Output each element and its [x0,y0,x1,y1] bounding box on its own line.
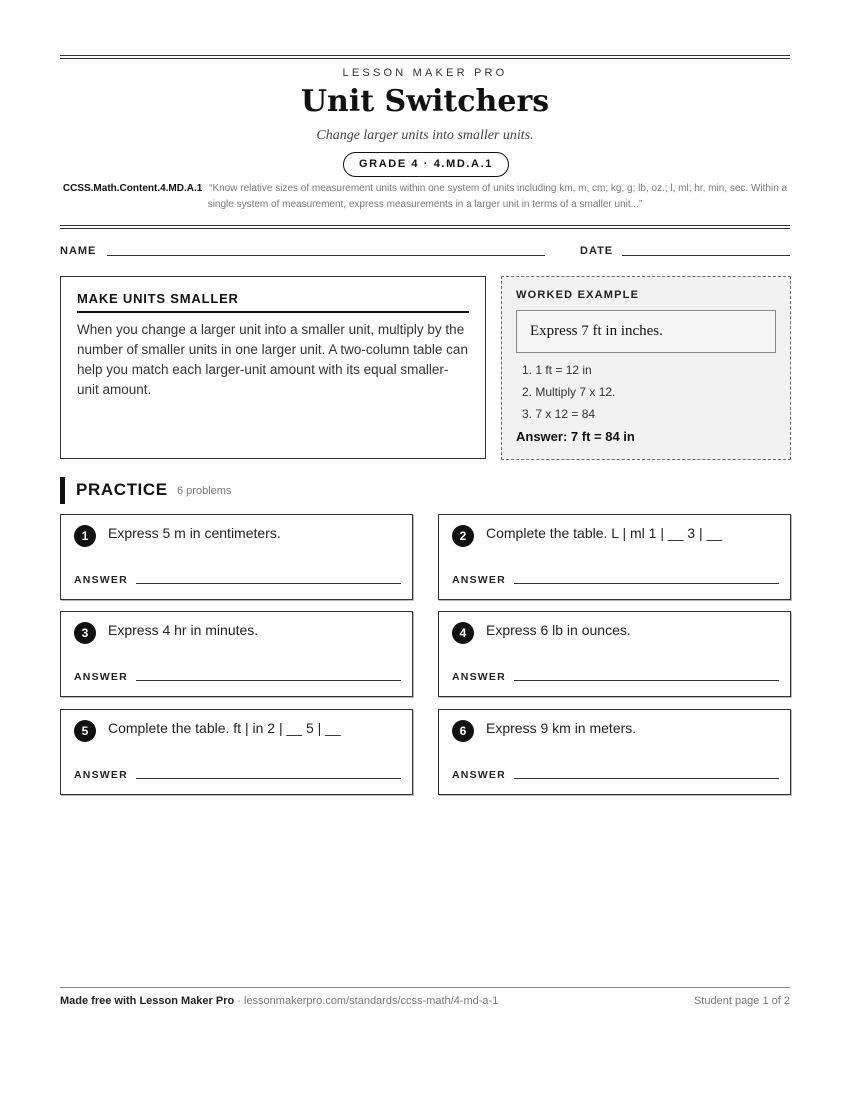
worksheet-page [60,0,790,1100]
worked-example-box [501,276,791,460]
worked-step: 3. 7 x 12 = 84 [522,407,596,421]
concept-heading: MAKE UNITS SMALLER [77,291,469,313]
worked-step: 2. Multiply 7 x 12. [522,385,616,399]
problem-number-badge: 1 [74,525,96,547]
student-info-row [60,245,790,259]
standard-description [60,181,790,213]
problem-question: Express 4 hr in minutes. [108,622,259,638]
problem-question: Complete the table. L | ml 1 | __ 3 | __ [486,525,723,541]
answer-field[interactable] [514,583,779,584]
problem-question: Complete the table. ft | in 2 | __ 5 | __ [108,720,341,736]
problem-number-badge: 6 [452,720,474,742]
worked-example-steps [516,359,776,425]
answer-field[interactable] [514,680,779,681]
problem-card [438,709,791,795]
problem-card [60,709,413,795]
grade-badge: GRADE 4 · 4.MD.A.1 [343,152,509,177]
date-field[interactable] [622,255,790,256]
footer-page-number: Student page 1 of 2 [693,995,790,1007]
footer-made-with: Made free with Lesson Maker Pro [60,995,235,1007]
answer-field[interactable] [136,680,401,681]
problem-question: Express 5 m in centimeters. [108,525,281,541]
worked-example-prompt: Express 7 ft in inches. [516,310,776,353]
date-label: DATE [580,245,614,257]
practice-header [60,477,790,504]
page-subtitle: Change larger units into smaller units. [316,128,534,143]
standard-text: “Know relative sizes of measurement units within one system of units including km, m, cm; kg, g; lb, oz.; l, ml; hr, min, sec. Within a single system of measurement, express measurements in a larger unit in terms of a smaller unit...” [207,183,788,210]
problem-number-badge: 4 [452,622,474,644]
answer-label: ANSWER [452,769,506,781]
worked-example-answer: Answer: 7 ft = 84 in [516,429,635,444]
header-bottom-rule [60,225,790,229]
name-field[interactable] [107,255,545,256]
footer-credit [60,995,498,1007]
answer-label: ANSWER [74,769,128,781]
problem-card [60,514,413,600]
concept-body: When you change a larger unit into a smaller unit, multiply by the number of smaller units in one larger unit. A two-column table can help you match each larger-unit amount with its equal smaller-unit amount. [77,322,468,397]
brand-name: LESSON MAKER PRO [342,67,508,79]
name-label: NAME [60,245,97,257]
problem-number-badge: 5 [74,720,96,742]
problem-card [60,611,413,697]
practice-count: 6 problems [177,485,232,497]
footer-url[interactable]: lessonmakerpro.com/standards/ccss-math/4-md-a-1 [244,995,499,1007]
header-top-rule [60,55,790,59]
problem-number-badge: 3 [74,622,96,644]
problem-card [438,611,791,697]
worked-step: 1. 1 ft = 12 in [522,363,592,377]
problem-question: Express 6 lb in ounces. [486,622,631,638]
footer-separator: · [234,995,244,1007]
answer-label: ANSWER [74,574,128,586]
worked-example-heading: WORKED EXAMPLE [516,289,640,301]
problem-number-badge: 2 [452,525,474,547]
problem-question: Express 9 km in meters. [486,720,637,736]
answer-label: ANSWER [74,671,128,683]
answer-label: ANSWER [452,671,506,683]
answer-field[interactable] [514,778,779,779]
practice-accent-bar [60,477,65,504]
answer-field[interactable] [136,778,401,779]
problem-card [438,514,791,600]
footer-rule [60,987,790,988]
answer-field[interactable] [136,583,401,584]
concept-box [60,276,486,459]
practice-title: PRACTICE [76,480,168,499]
page-title: Unit Switchers [300,84,550,119]
standard-code: CCSS.Math.Content.4.MD.A.1 [62,183,203,194]
answer-label: ANSWER [452,574,506,586]
